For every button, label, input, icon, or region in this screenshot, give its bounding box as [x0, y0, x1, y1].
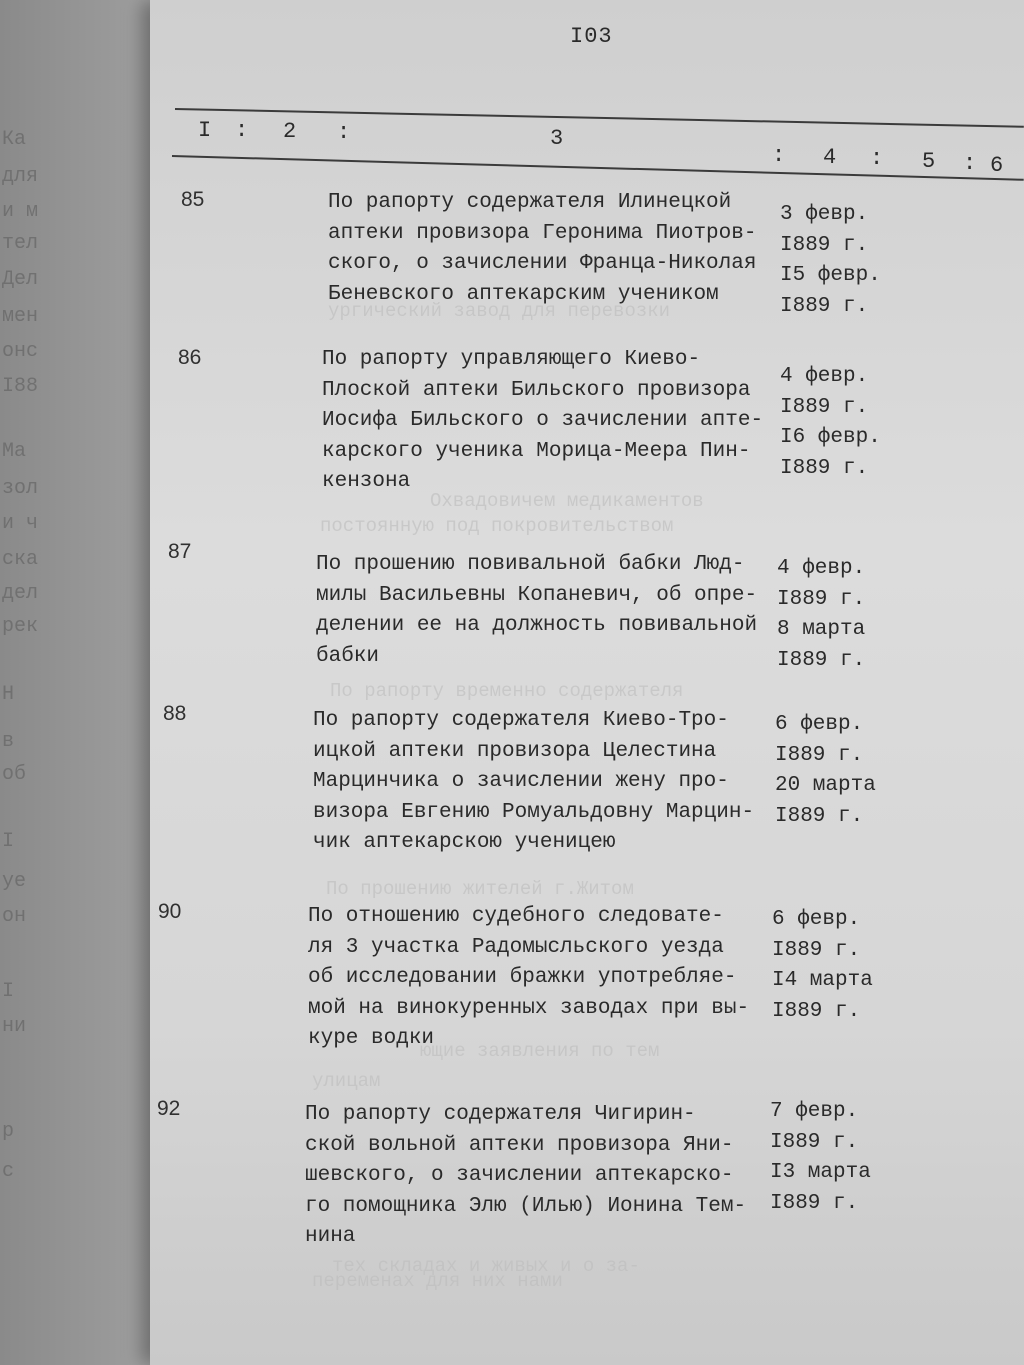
entry-date-line: I889 г. — [770, 1191, 859, 1215]
entry-date-line: I889 г. — [780, 233, 869, 257]
adjacent-page-fragment: мен — [2, 305, 39, 328]
entry-description — [322, 345, 802, 498]
entry-date-line: I889 г. — [780, 456, 869, 480]
entry-line: По рапорту содержателя Киево-Тро- — [313, 709, 729, 732]
entry-line: По рапорту содержателя Чигирин- — [305, 1103, 696, 1126]
entry-line: По прошению повивальной бабки Люд- — [316, 553, 745, 576]
adjacent-page-fragment: в — [2, 730, 15, 753]
page-number: I03 — [570, 24, 613, 49]
entry-number: 88 — [163, 702, 187, 725]
entry-line: По рапорту управляющего Киево- — [322, 348, 701, 371]
adjacent-page-fragment: ни — [2, 1015, 27, 1038]
entry-line: бабки — [316, 644, 380, 668]
entry-date-line: 3 февр. — [780, 203, 869, 226]
ghost-line: тех складах и живых и о за- — [332, 1255, 640, 1277]
entry-description — [313, 706, 793, 859]
adjacent-page-fragment: Дел — [2, 268, 39, 291]
entry-date-line: 6 февр. — [775, 713, 864, 736]
entry-line: Марцинчика о зачислении жену про- — [313, 770, 729, 793]
entry-line: делении ее на должность повивальной — [316, 614, 758, 637]
column-header-2: 2 — [283, 119, 297, 144]
entry-date-line: 7 февр. — [770, 1100, 859, 1123]
adjacent-page-fragment: I88 — [2, 375, 39, 398]
adjacent-page-fragment: он — [2, 905, 27, 928]
entry-date-line: I889 г. — [777, 648, 866, 672]
adjacent-page-fragment: тел — [2, 232, 39, 255]
entry-date-line: I889 г. — [775, 743, 864, 767]
entry-line: об исследовании бражки употребляе- — [308, 966, 737, 989]
entry-number: 85 — [181, 188, 205, 211]
entry-date-line: I889 г. — [777, 587, 866, 611]
adjacent-page-fragment: рек — [2, 615, 39, 638]
entry-dates — [770, 1097, 930, 1219]
entry-date-line: 4 февр. — [780, 365, 869, 388]
entry-date-line: I889 г. — [780, 395, 869, 419]
entry-date-line: I3 марта — [770, 1161, 871, 1184]
entry-date-line: I889 г. — [775, 804, 864, 828]
column-separator: : — [337, 120, 351, 145]
adjacent-page-fragment: Ка — [2, 128, 27, 151]
adjacent-page-fragment: для — [2, 165, 39, 188]
entry-line: кензона — [322, 470, 411, 493]
entry-description — [328, 188, 808, 310]
entry-dates — [772, 905, 932, 1027]
column-separator: : — [870, 146, 884, 171]
entry-line: чик аптекарскою ученицею — [313, 831, 616, 854]
adjacent-page-fragment: онс — [2, 340, 39, 363]
entry-line: мой на винокуренных заводах при вы- — [308, 996, 750, 1020]
adjacent-page-fragment: и м — [2, 200, 39, 223]
entry-number: 87 — [168, 540, 192, 563]
column-header-4: 4 — [823, 145, 837, 170]
entry-line: Иосифа Бильского о зачислении апте- — [322, 409, 764, 432]
entry-date-line: I889 г. — [770, 1130, 859, 1154]
entry-line: куре водки — [308, 1027, 435, 1050]
adjacent-page-fragment: дел — [2, 582, 39, 605]
entry-dates — [777, 554, 937, 676]
entry-line: нина — [305, 1225, 356, 1248]
ghost-line: ющие заявления по тем — [420, 1040, 660, 1062]
entry-date-line: I889 г. — [780, 294, 869, 318]
entry-description — [316, 550, 796, 672]
entry-line: карского ученика Морица-Меера Пин- — [322, 439, 751, 463]
entry-line: ля 3 участка Радомысльского уезда — [308, 935, 724, 959]
adjacent-page-fragment: Ма — [2, 440, 27, 463]
entry-line: ской вольной аптеки провизора Яни- — [305, 1133, 734, 1157]
entry-line: ского, о зачислении Франца-Николая — [328, 252, 757, 275]
adjacent-page-fragment: об — [2, 763, 27, 786]
entry-date-line: I889 г. — [772, 938, 861, 962]
adjacent-page-fragment: р — [2, 1120, 15, 1143]
entry-date-line: I4 марта — [772, 969, 873, 992]
entry-line: ицкой аптеки провизора Целестина — [313, 739, 717, 763]
entry-dates — [780, 362, 940, 484]
adjacent-page-fragment: Н — [2, 683, 15, 706]
entry-line: По рапорту содержателя Илинецкой — [328, 191, 732, 214]
ghost-line: ургический завод для перевозки — [328, 300, 671, 322]
entry-date-line: I889 г. — [772, 999, 861, 1023]
ghost-line: постоянную под покровительством — [320, 515, 674, 537]
column-header-5: 5 — [922, 149, 936, 174]
ghost-line: По рапорту временно содержателя — [330, 680, 684, 702]
entry-description — [305, 1100, 785, 1253]
adjacent-page-fragment: I — [2, 980, 15, 1003]
entry-number: 92 — [157, 1097, 181, 1120]
entry-date-line: 6 февр. — [772, 908, 861, 931]
entry-date-line: I5 февр. — [780, 264, 881, 287]
entry-line: Беневского аптекарским учеником — [328, 282, 719, 306]
entry-number: 86 — [178, 346, 202, 369]
entry-line: По отношению судебного следовате- — [308, 905, 724, 928]
adjacent-page-fragment: ска — [2, 548, 39, 571]
adjacent-page-fragment: зол — [2, 477, 39, 500]
entry-line: го помощника Элю (Илью) Ионина Тем- — [305, 1194, 747, 1218]
ghost-line: переменах для них нами — [312, 1270, 563, 1292]
ghost-line: По прошению жителей г.Житом — [326, 878, 634, 900]
column-separator: : — [963, 151, 977, 176]
entry-date-line: I6 февр. — [780, 426, 881, 449]
column-header-3: 3 — [550, 126, 564, 151]
column-header-6: 6 — [990, 153, 1004, 178]
ghost-line: Охвадовичем медикаментов — [430, 490, 704, 512]
entry-line: Плоской аптеки Бильского провизора — [322, 378, 751, 402]
entry-date-line: 4 февр. — [777, 557, 866, 580]
adjacent-page-fragment: с — [2, 1160, 15, 1183]
entry-date-line: 8 марта — [777, 618, 866, 641]
entry-date-line: 20 марта — [775, 774, 876, 797]
ghost-line: улицам — [312, 1070, 381, 1092]
adjacent-page-fragment: уе — [2, 870, 27, 893]
column-separator: : — [772, 143, 786, 168]
entry-description — [308, 902, 788, 1055]
adjacent-page-fragment: I — [2, 830, 15, 853]
adjacent-page-fragment: и ч — [2, 512, 39, 535]
entry-line: милы Васильевны Копаневич, об опре- — [316, 583, 758, 607]
entry-dates — [780, 200, 940, 322]
entry-number: 90 — [158, 900, 182, 923]
column-header-1: I — [198, 118, 212, 143]
entry-line: шевского, о зачислении аптекарско- — [305, 1164, 734, 1187]
entry-line: визора Евгению Ромуальдовну Марцин- — [313, 800, 755, 824]
entry-line: аптеки провизора Геронима Пиотров- — [328, 221, 757, 245]
column-separator: : — [235, 118, 249, 143]
entry-dates — [775, 710, 935, 832]
